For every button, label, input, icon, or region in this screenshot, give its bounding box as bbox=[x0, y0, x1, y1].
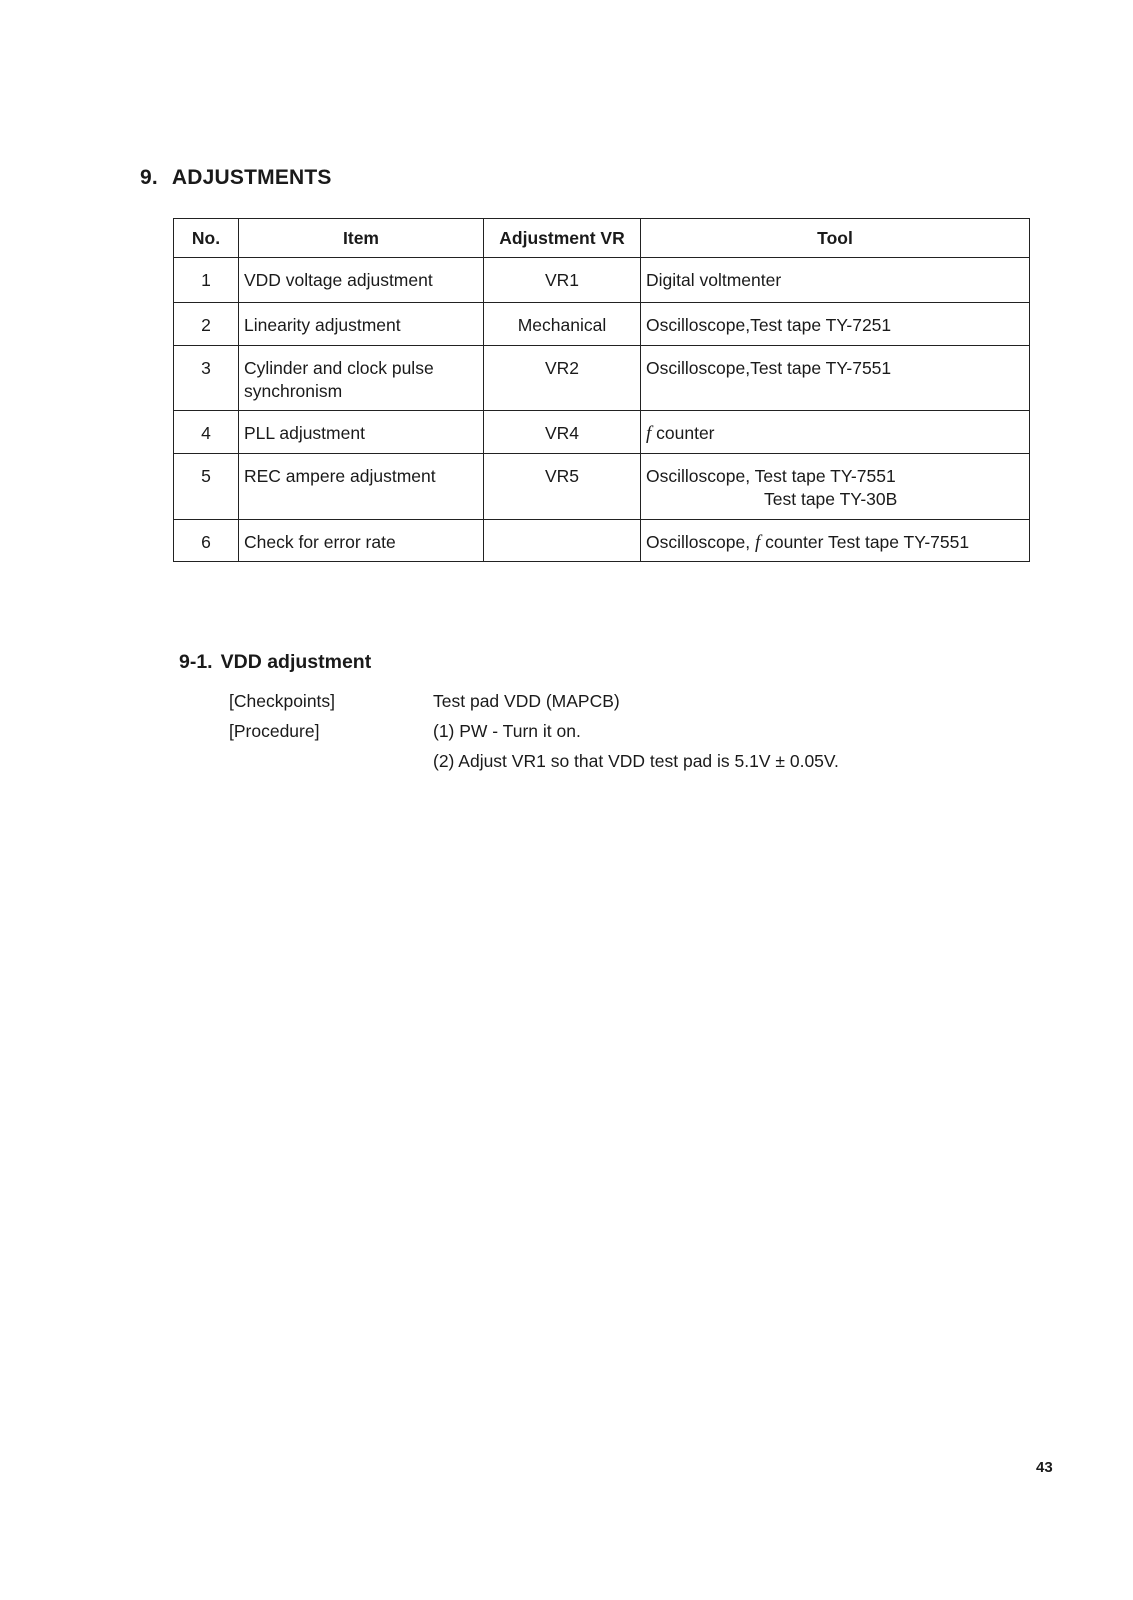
header-adjustment-vr: Adjustment VR bbox=[484, 219, 641, 258]
cell-tool: Oscilloscope,Test tape TY-7551 bbox=[641, 346, 1030, 411]
procedure-label: [Procedure] bbox=[229, 721, 320, 741]
cell-vr bbox=[484, 520, 641, 562]
table-row bbox=[174, 411, 1030, 454]
subsection-number: 9-1. bbox=[179, 651, 213, 673]
cell-item: Check for error rate bbox=[239, 520, 484, 562]
cell-item: VDD voltage adjustment bbox=[239, 258, 484, 303]
cell-vr: VR4 bbox=[484, 411, 641, 454]
cell-tool: Oscilloscope, Test tape TY-7551 Test tape TY-30B bbox=[641, 454, 1030, 520]
cell-item: PLL adjustment bbox=[239, 411, 484, 454]
checkpoints-label: [Checkpoints] bbox=[229, 691, 336, 711]
table-row bbox=[174, 454, 1030, 520]
cell-no: 5 bbox=[174, 454, 239, 520]
cell-no: 4 bbox=[174, 411, 239, 454]
cell-item: Cylinder and clock pulse synchronism bbox=[239, 346, 484, 411]
header-no: No. bbox=[174, 219, 239, 258]
procedure-step: (1) PW - Turn it on. bbox=[433, 721, 581, 741]
cell-tool: Oscilloscope, f counter Test tape TY-7551 bbox=[641, 520, 1030, 562]
page-number: 43 bbox=[1036, 1459, 1053, 1476]
cell-no: 3 bbox=[174, 346, 239, 411]
section-title bbox=[140, 166, 332, 190]
table-row bbox=[174, 346, 1030, 411]
cell-tool: Oscilloscope,Test tape TY-7251 bbox=[641, 303, 1030, 346]
cell-no: 2 bbox=[174, 303, 239, 346]
table-row bbox=[174, 520, 1030, 562]
adjustments-table bbox=[173, 218, 1030, 562]
subsection-title bbox=[179, 651, 371, 674]
cell-tool: Digital voltmenter bbox=[641, 258, 1030, 303]
cell-no: 1 bbox=[174, 258, 239, 303]
cell-item: Linearity adjustment bbox=[239, 303, 484, 346]
subsection-heading: VDD adjustment bbox=[220, 651, 372, 673]
header-item: Item bbox=[239, 219, 484, 258]
header-tool: Tool bbox=[641, 219, 1030, 258]
table-row bbox=[174, 303, 1030, 346]
checkpoints-text: Test pad VDD (MAPCB) bbox=[433, 691, 620, 711]
cell-vr: Mechanical bbox=[484, 303, 641, 346]
cell-vr: VR2 bbox=[484, 346, 641, 411]
table-row bbox=[174, 258, 1030, 303]
cell-tool: f counter bbox=[641, 411, 1030, 454]
procedure-step: (2) Adjust VR1 so that VDD test pad is 5.1V ± 0.05V. bbox=[433, 751, 839, 771]
section-number: 9. bbox=[140, 166, 158, 189]
cell-vr: VR1 bbox=[484, 258, 641, 303]
cell-no: 6 bbox=[174, 520, 239, 562]
cell-vr: VR5 bbox=[484, 454, 641, 520]
table-header-row bbox=[174, 219, 1030, 258]
section-heading: ADJUSTMENTS bbox=[171, 166, 332, 189]
cell-item: REC ampere adjustment bbox=[239, 454, 484, 520]
